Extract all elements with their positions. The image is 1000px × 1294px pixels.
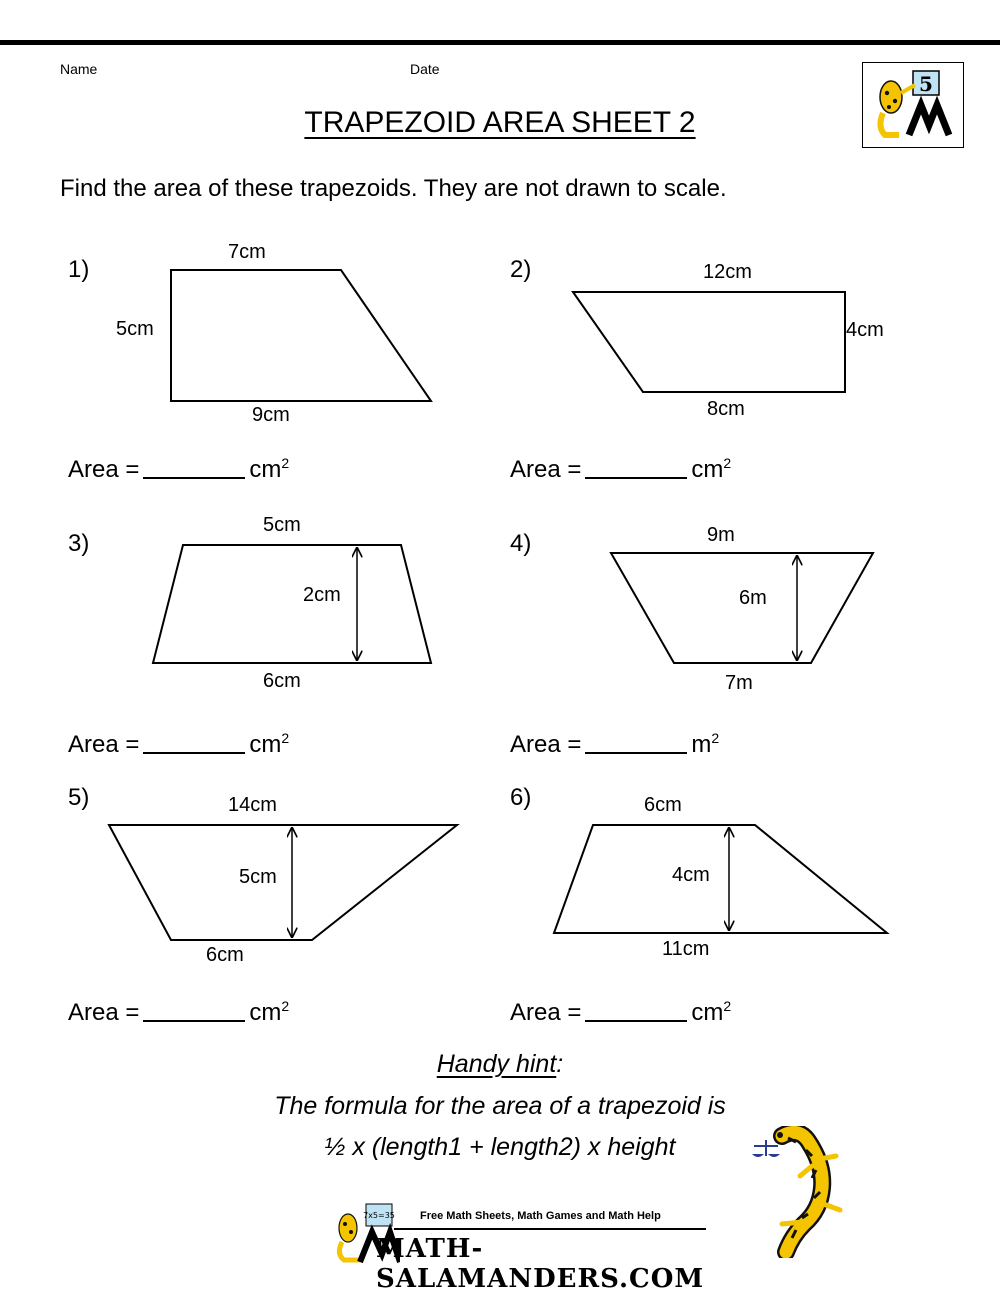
trapezoid-3 xyxy=(153,545,431,663)
footer-tagline: Free Math Sheets, Math Games and Math Help xyxy=(420,1210,661,1222)
hint-heading: Handy hint: xyxy=(436,1050,564,1078)
worksheet-title: TRAPEZOID AREA SHEET 2 xyxy=(304,106,696,139)
problem-5-answer: Area = $cm^2$ xyxy=(68,998,290,1026)
answer-blank[interactable] xyxy=(585,457,687,479)
problem-6-bottom-length: 11cm xyxy=(662,938,710,960)
problem-1-top-length: 7cm xyxy=(228,241,266,263)
problem-4-top-length: 9m xyxy=(707,524,735,546)
problem-6-height: 4cm xyxy=(672,864,710,886)
problem-1-number: 1) xyxy=(68,256,90,283)
problem-3-number: 3) xyxy=(68,530,90,557)
problem-3-height: 2cm xyxy=(303,584,341,606)
trapezoid-6 xyxy=(554,825,887,933)
svg-text:5: 5 xyxy=(919,72,933,96)
problem-2-number: 2) xyxy=(510,256,532,283)
date-label: Date xyxy=(410,61,440,77)
problem-3-bottom-length: 6cm xyxy=(263,670,301,692)
problem-1-side-length: 5cm xyxy=(116,318,154,340)
name-label: Name xyxy=(60,61,98,77)
problem-3-top-length: 5cm xyxy=(263,514,301,536)
problem-5-number: 5) xyxy=(68,784,90,811)
problem-4-height: 6m xyxy=(739,587,767,609)
answer-blank[interactable] xyxy=(143,732,245,754)
problem-4-number: 4) xyxy=(510,530,532,557)
problem-3-answer: Area = $cm^2$ xyxy=(68,730,290,758)
problem-2-bottom-length: 8cm xyxy=(707,398,745,420)
problem-2-side-length: 4cm xyxy=(846,319,884,341)
hint-line-1: The formula for the area of a trapezoid is xyxy=(274,1092,726,1120)
trapezoid-1 xyxy=(171,270,431,401)
problem-6-number: 6) xyxy=(510,784,532,811)
answer-blank[interactable] xyxy=(585,732,687,754)
problem-1-bottom-length: 9cm xyxy=(252,404,290,426)
answer-blank[interactable] xyxy=(585,1000,687,1022)
problem-2-top-length: 12cm xyxy=(703,261,752,283)
problem-5-height: 5cm xyxy=(239,866,277,888)
hint-line-2: ½ x (length1 + length2) x height xyxy=(324,1133,676,1161)
answer-blank[interactable] xyxy=(143,457,245,479)
problem-5-top-length: 14cm xyxy=(228,794,277,816)
salamander-illustration-icon xyxy=(752,1126,862,1258)
instructions: Find the area of these trapezoids. They are not drawn to scale. xyxy=(60,175,727,202)
footer-branding xyxy=(330,1198,710,1294)
problem-2-answer: Area = $cm^2$ xyxy=(510,455,732,483)
problem-5-bottom-length: 6cm xyxy=(206,944,244,966)
problem-4-answer: Area = $m^2$ xyxy=(510,730,720,758)
answer-blank[interactable] xyxy=(143,1000,245,1022)
trapezoid-5 xyxy=(109,825,457,940)
footer-divider xyxy=(394,1228,706,1230)
problem-6-answer: Area = $cm^2$ xyxy=(510,998,732,1026)
trapezoid-2 xyxy=(573,292,845,392)
problem-1-answer: Area = $cm^2$ xyxy=(68,455,290,483)
footer-site-name[interactable]: MATH-SALAMANDERS.COM xyxy=(376,1234,705,1294)
svg-text:7x5=35: 7x5=35 xyxy=(363,1211,395,1220)
problem-6-top-length: 6cm xyxy=(644,794,682,816)
problem-4-bottom-length: 7m xyxy=(725,672,753,694)
